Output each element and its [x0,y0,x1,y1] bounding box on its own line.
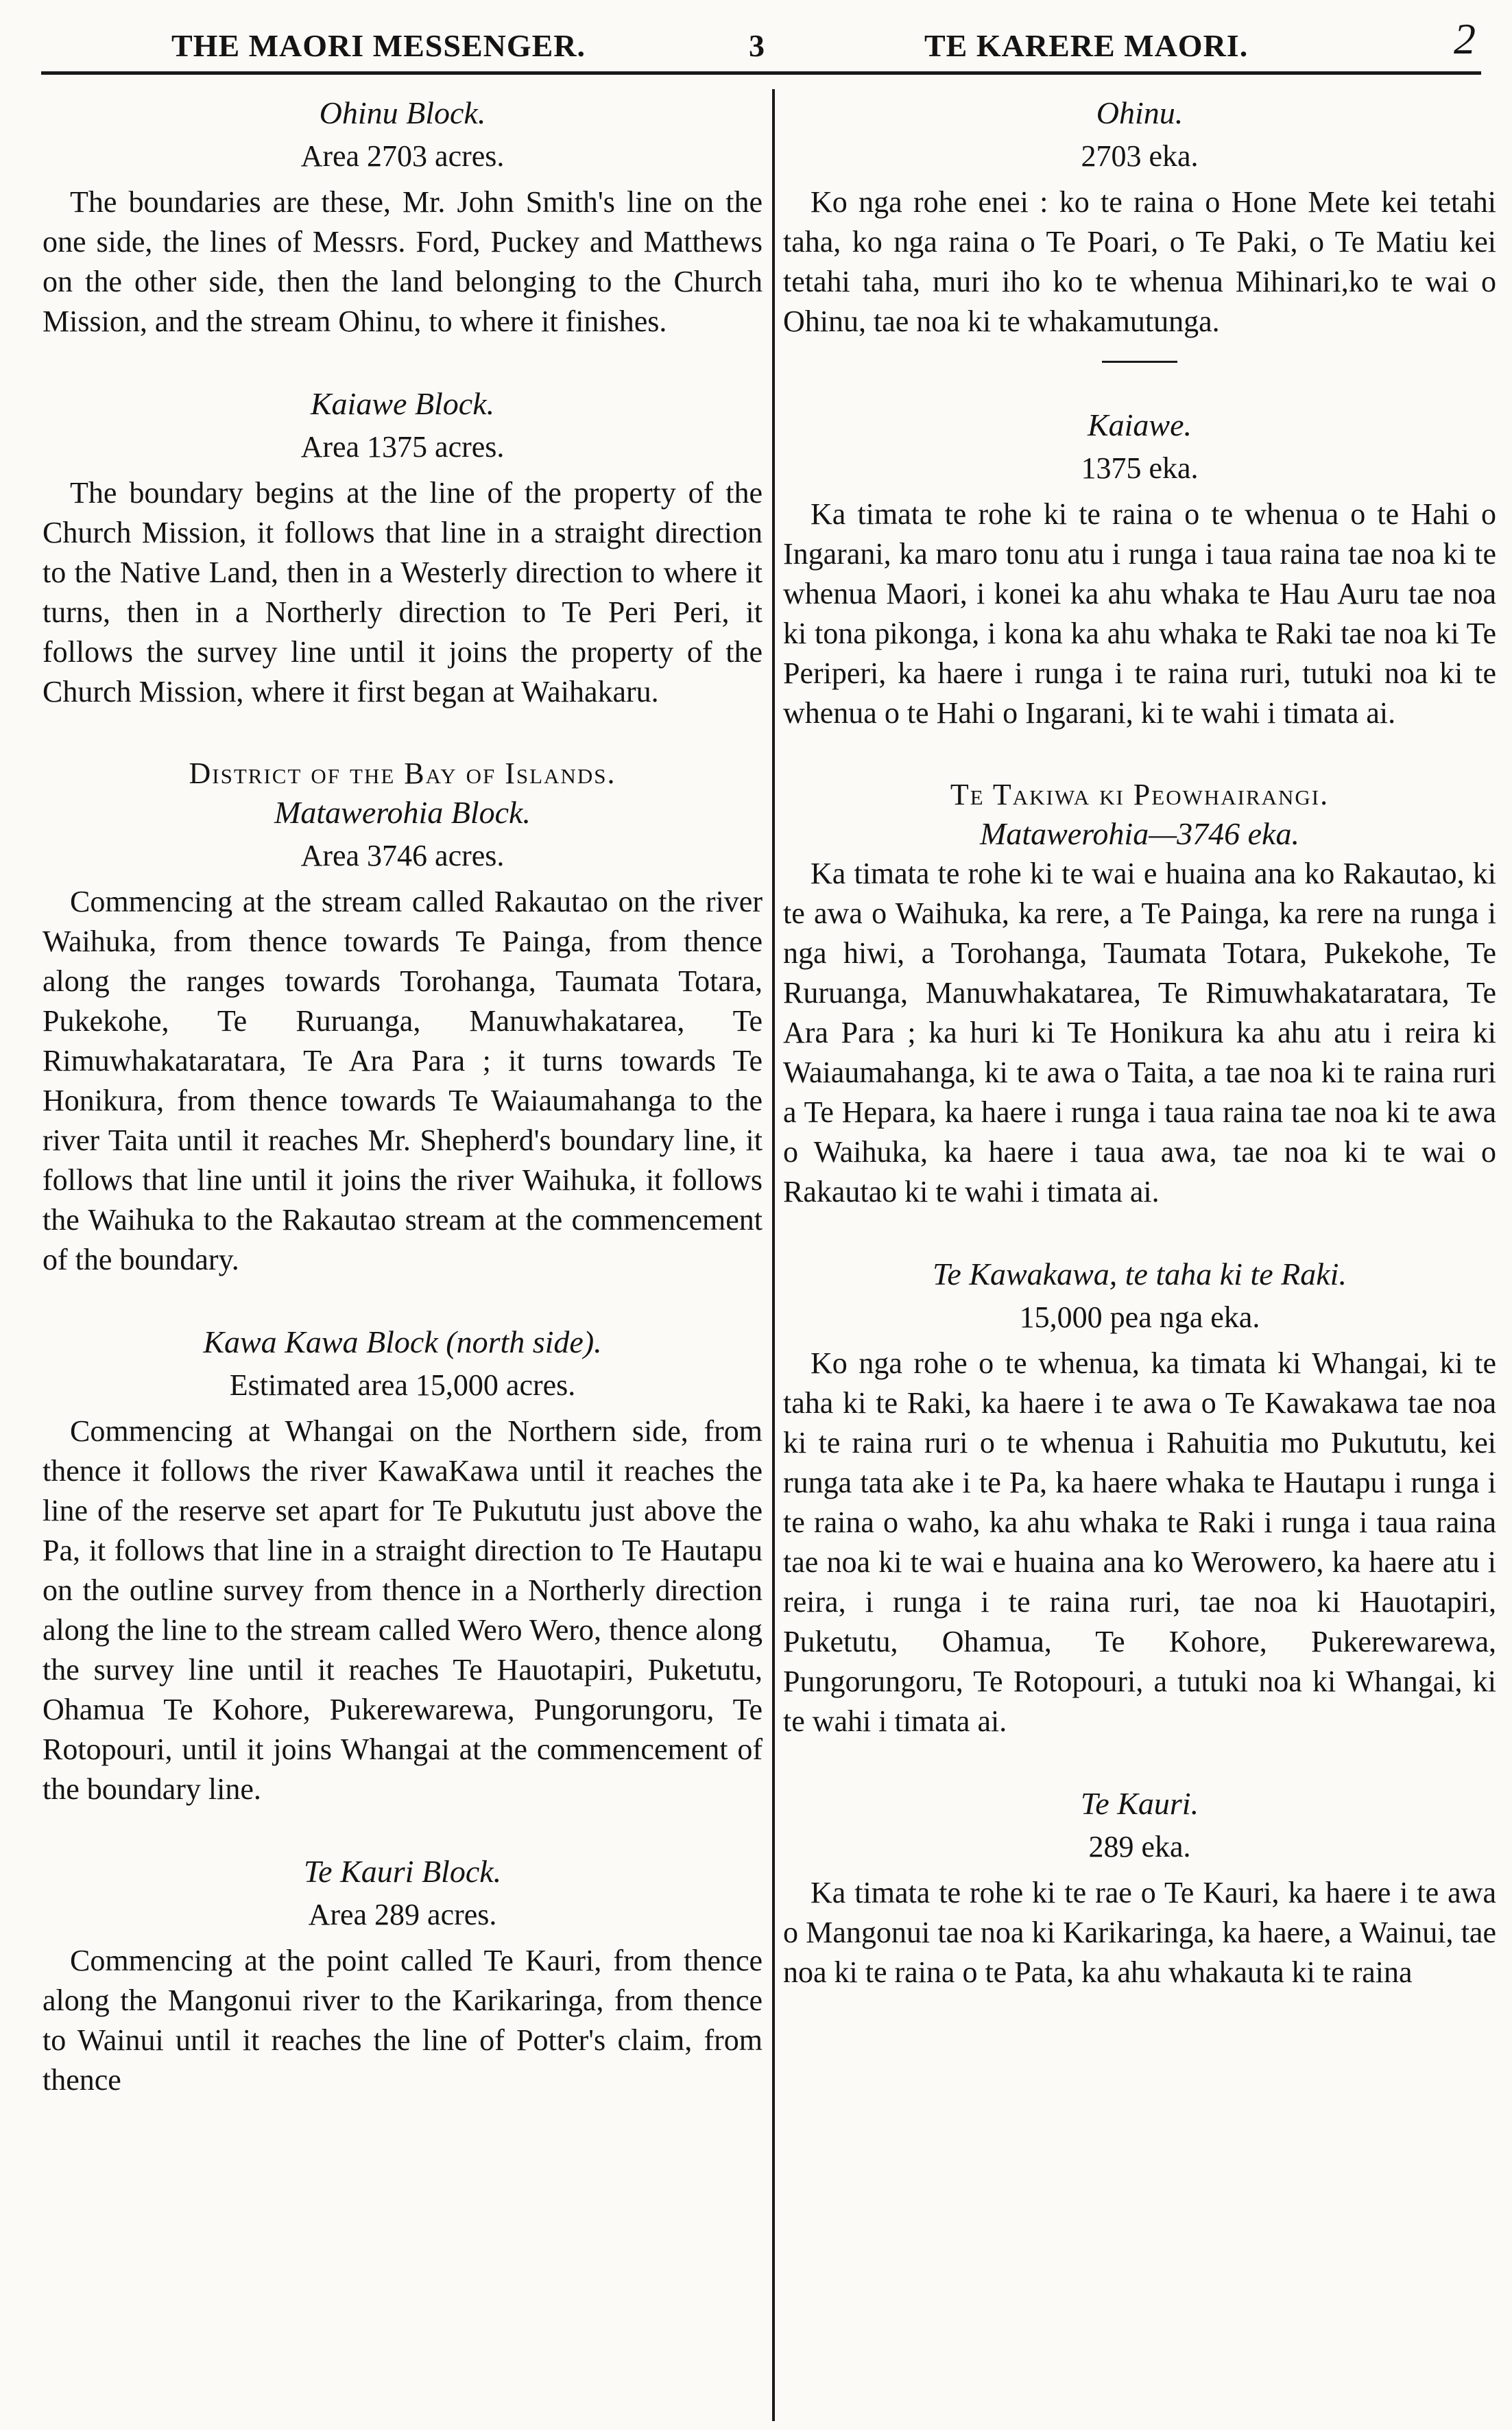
block-text: The boundaries are these, Mr. John Smith's line on the one side, the lines of Messrs. Ford, Puckey and Matthews on the other side, then the land belonging to the Church Mission, and the stream Ohinu, to where it finishes. [43,185,763,338]
header-rule [41,71,1481,75]
block-title: Te Kauri Block. [303,1854,502,1889]
block-text: Commencing at Whangai on the Northern side, from thence it follows the river KawaKawa until it reaches the line of the reserve set apart for Te Pukututu just above the Pa, it follows that line in a straight direction to Te Hautapu on the outline survey from thence in a Northerly direction along the line to the stream called Wero Wero, thence along the survey line until it reaches Te Hauotapiri, Puketutu, Ohamua Te Kohore, Pukerewarewa, Pungorungoru, Te Rotopouri, until it joins Whangai at the commencement of the boundary line. [43,1414,763,1806]
block-text: Ka timata te rohe ki te rae o Te Kauri, ka haere i te awa o Mangonui tae noa ki Karikaringa, ka haere, a Wainui, tae noa ki te raina o te Pata, ka ahu whakauta ki te raina [783,1876,1496,1989]
block-text: Ko nga rohe enei : ko te raina o Hone Mete kei tetahi taha, ko nga raina o Te Poari, o Te Paki, o Te Matiu kei tetahi taha, muri iho ko te whenua Mihinari,ko te wai o Ohinu, tae noa ki te whakamutunga. [783,185,1496,338]
block-kaiawe-maori [783,405,1496,733]
block-area: Area 289 acres. [308,1898,497,1931]
block-text: Ka timata te rohe ki te raina o te whenua o te Hahi o Ingarani, ka maro tonu atu i runga i taua raina tae noa ki te whenua Maori, i konei ka ahu whaka te Hau Auru tae noa ki tona pikonga, i kona ka ahu whaka te Raki tae noa ki Te Periperi, ka haere i runga i te raina ruri, tutuki noa ki te whenua o te Hahi o Ingarani, ki te wahi i timata ai. [783,497,1496,730]
block-area: Area 3746 acres. [300,839,505,872]
block-ohinu [43,93,763,342]
block-area: Estimated area 15,000 acres. [229,1368,576,1402]
maori-column [783,93,1496,2425]
block-text: Ko nga rohe o te whenua, ka timata ki Whangai, ki te taha ki te Raki, ka haere i te awa o Te Kawakawa tae noa ki te raina ruri o te whenua i Rahuitia mo Pukututu, kei runga tata ake i te Pa, ka haere whaka te Hautapu i runga i te raina o waho, ka ahu whaka te Raki i runga i taua raina tae noa ki te wai e huaina ana ko Werowero, ka haere atu i reira, i runga i te raina ruri, tae noa ki Hauotapiri, Puketutu, Ohamua, Te Kohore, Pukerewarewa, Pungorungoru, Te Rotopouri, a tutuki noa ki Whangai, ki te wahi i timata ai. [783,1346,1496,1738]
block-area: 15,000 pea nga eka. [1019,1300,1260,1334]
district-heading: Te Takiwa ki Peowhairangi. [950,778,1330,811]
block-title: Kawa Kawa Block (north side). [203,1324,602,1359]
block-title: Kaiawe Block. [310,386,495,421]
corner-mark: 2 [1454,14,1476,63]
block-title: Kaiawe. [1087,407,1192,442]
block-text: Commencing at the stream called Rakautao on the river Waihuka, from thence towards Te Painga, from thence along the ranges towards Torohanga, Taumata Totara, Pukekohe, Te Ruruanga, Manuwhakatarea, Te Rimuwhakataratara, Te Ara Para ; it turns towards Te Honikura, from thence towards Te Waiaumahanga to the river Taita until it reaches Mr. Shepherd's boundary line, it follows that line until it joins the river Waihuka, it follows the Waihuka to the Rakautao stream at the commencement of the boundary. [43,885,763,1276]
block-text: Commencing at the point called Te Kauri, from thence along the Mangonui river to the Karikaringa, from thence to Wainui until it reaches the line of Potter's claim, from thence [43,1944,763,2097]
block-kaiawe [43,384,763,712]
block-title: Ohinu. [1096,95,1184,130]
block-text: Ka timata te rohe ki te wai e huaina ana ko Rakautao, ki te awa o Waihuka, ka rere, a Te Painga, ka rere na runga i nga hiwi, a Torohanga, Taumata Totara, Pukekohe, Te Ruruanga, Manuwhakatarea, Te Rimuwhakataratara, Te Ara Para ; ka huri ki Te Honikura ka ahu atu i reira ki Waiaumahanga, ki te awa o Taita, a tae noa ki te raina ruri a Te Hepara, ka haere i runga i taua raina tae noa ki te awa o Waihuka, ka haere i taua awa, tae noa ki te wai o Rakautao ki te wahi i timata ai. [783,857,1496,1208]
block-kawa-kawa [43,1322,763,1809]
block-area: Area 2703 acres. [300,139,505,173]
block-title: Matawerohia—3746 eka. [980,816,1299,851]
page-number: 3 [749,28,765,63]
block-title: Ohinu Block. [319,95,486,130]
block-te-kauri [43,1852,763,2100]
block-title: Te Kauri. [1080,1786,1199,1821]
section-separator [1102,361,1177,363]
district-heading: District of the Bay of Islands. [189,757,616,790]
block-kawakawa-maori [783,1254,1496,1741]
block-title: Matawerohia Block. [274,795,531,830]
block-text: The boundary begins at the line of the property of the Church Mission, it follows that line in a straight direction to the Native Land, then in a Westerly direction to where it turns, then in a Northerly direction to Te Peri Peri, it follows the survey line until it joins the property of the Church Mission, where it first began at Waihakaru. [43,476,763,708]
header-english-title: THE MAORI MESSENGER. [171,28,586,63]
block-area: 289 eka. [1088,1830,1191,1863]
block-matawerohia [43,754,763,1280]
header-maori-title: TE KARERE MAORI. [924,28,1249,63]
column-divider [772,89,775,2421]
block-title: Te Kawakawa, te taha ki te Raki. [933,1256,1347,1291]
page-header [0,0,1512,75]
block-area: Area 1375 acres. [300,430,505,464]
english-column [43,93,763,2425]
block-ohinu-maori [783,93,1496,363]
block-te-kauri-maori [783,1784,1496,1992]
block-area: 2703 eka. [1081,139,1199,173]
block-area: 1375 eka. [1081,451,1199,485]
block-matawerohia-maori [783,776,1496,1212]
